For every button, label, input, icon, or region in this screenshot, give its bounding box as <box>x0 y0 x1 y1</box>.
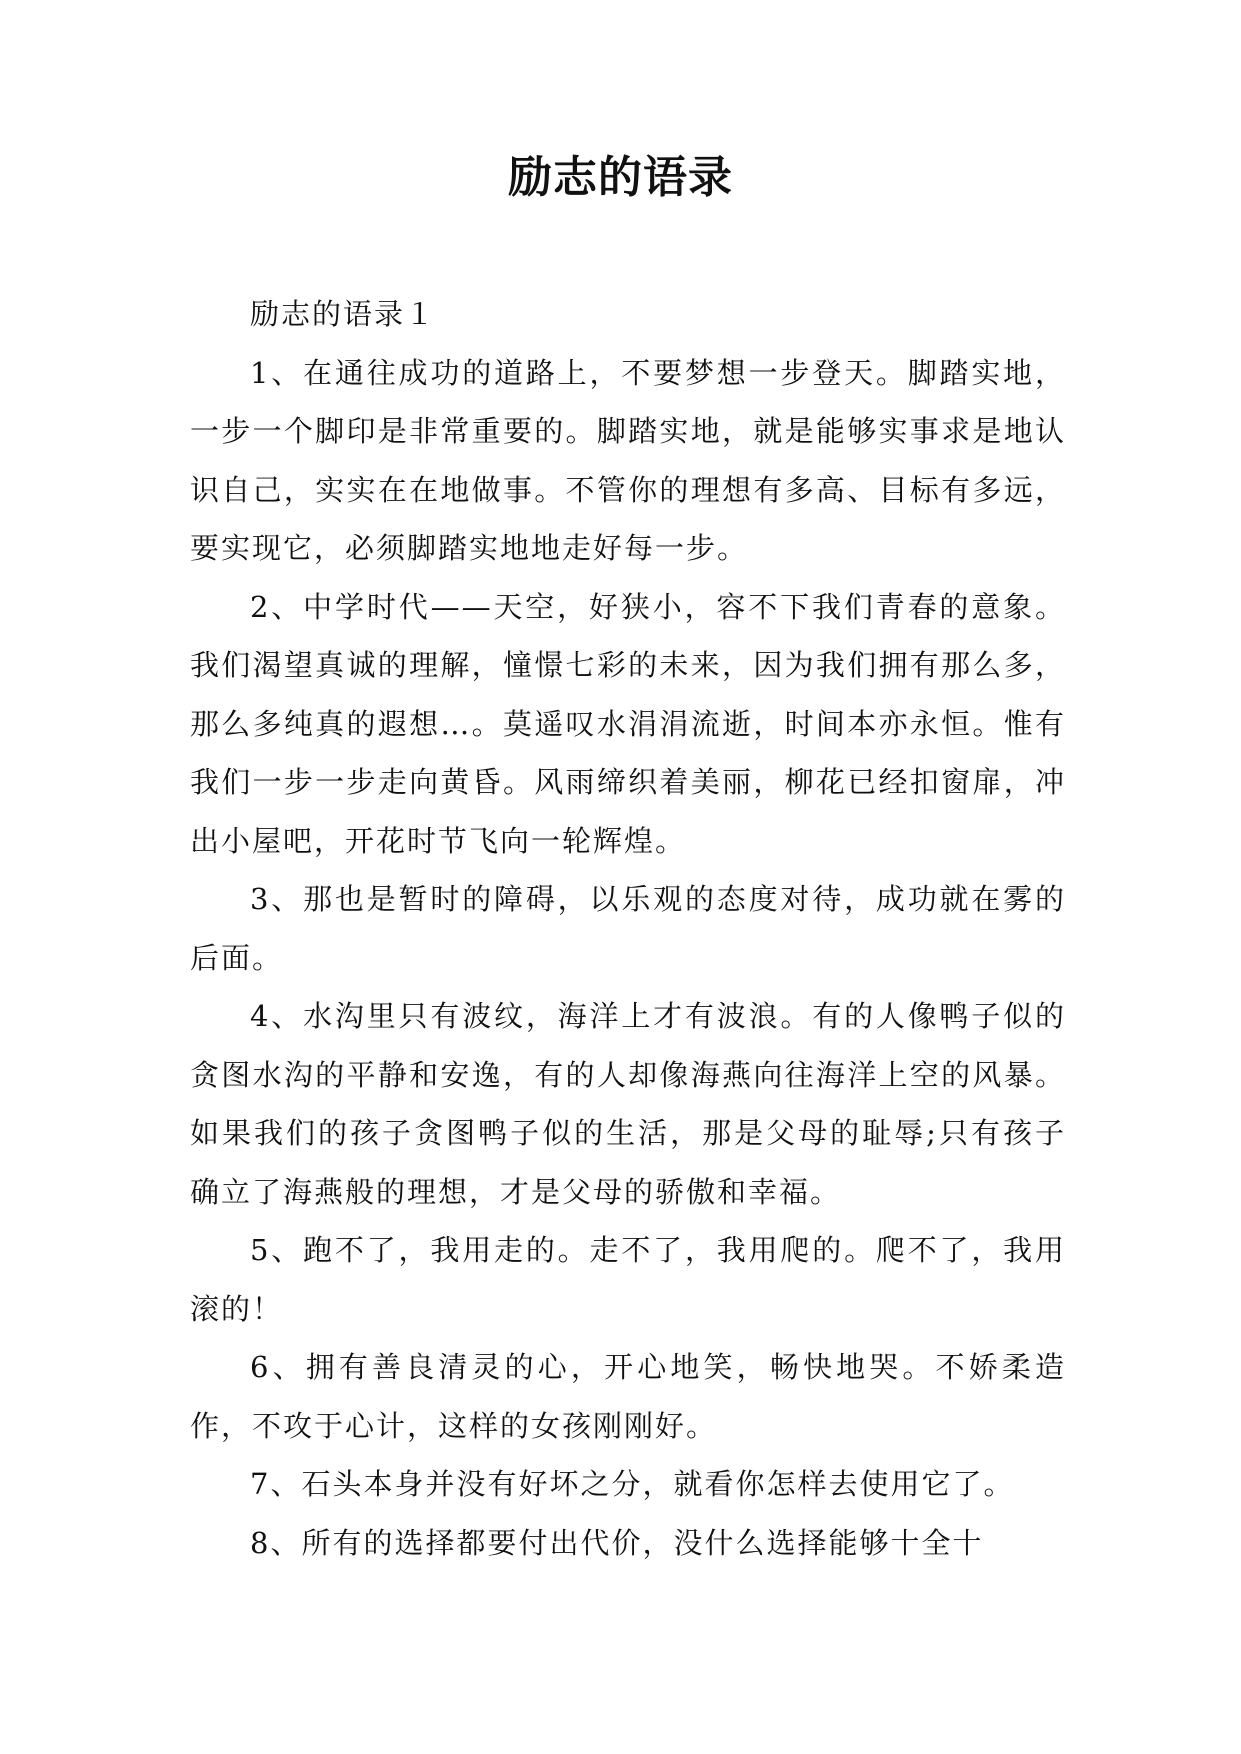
quote-paragraph: 8、所有的选择都要付出代价，没什么选择能够十全十 <box>250 1525 984 1560</box>
quote-paragraph: 6、拥有善良清灵的心，开心地笑，畅快地哭。不娇柔造作，不攻于心计，这样的女孩刚刚好。 <box>190 1350 1066 1443</box>
quote-paragraph: 1、在通往成功的道路上，不要梦想一步登天。脚踏实地，一步一个脚印是非常重要的。脚踏实地，就是能够实事求是地认识自己，实实在在地做事。不管你的理想有多高、目标有多远，要实现它，必须脚踏实地地走好每一步。 <box>190 355 1066 565</box>
quote-paragraph: 4、水沟里只有波纹，海洋上才有波浪。有的人像鸭子似的贪图水沟的平静和安逸，有的人却像海燕向往海洋上空的风暴。如果我们的孩子贪图鸭子似的生活，那是父母的耻辱;只有孩子确立了海燕般的理想，才是父母的骄傲和幸福。 <box>190 999 1066 1209</box>
quote-paragraph: 3、那也是暂时的障碍，以乐观的态度对待，成功就在雾的后面。 <box>190 882 1066 975</box>
document-body <box>190 285 1066 1572</box>
quote-paragraph: 2、中学时代——天空，好狭小，容不下我们青春的意象。我们渴望真诚的理解，憧憬七彩的未来，因为我们拥有那么多，那么多纯真的遐想…。莫遥叹水涓涓流逝，时间本亦永恒。惟有我们一步一步走向黄昏。风雨缔织着美丽，柳花已经扣窗扉，冲出小屋吧，开花时节飞向一轮辉煌。 <box>190 589 1066 858</box>
quote-paragraph: 5、跑不了，我用走的。走不了，我用爬的。爬不了，我用滚的！ <box>190 1233 1066 1326</box>
document-title: 励志的语录 <box>508 152 733 203</box>
quote-paragraph: 7、石头本身并没有好坏之分，就看你怎样去使用它了。 <box>250 1467 1015 1501</box>
section-heading: 励志的语录１ <box>250 297 437 331</box>
